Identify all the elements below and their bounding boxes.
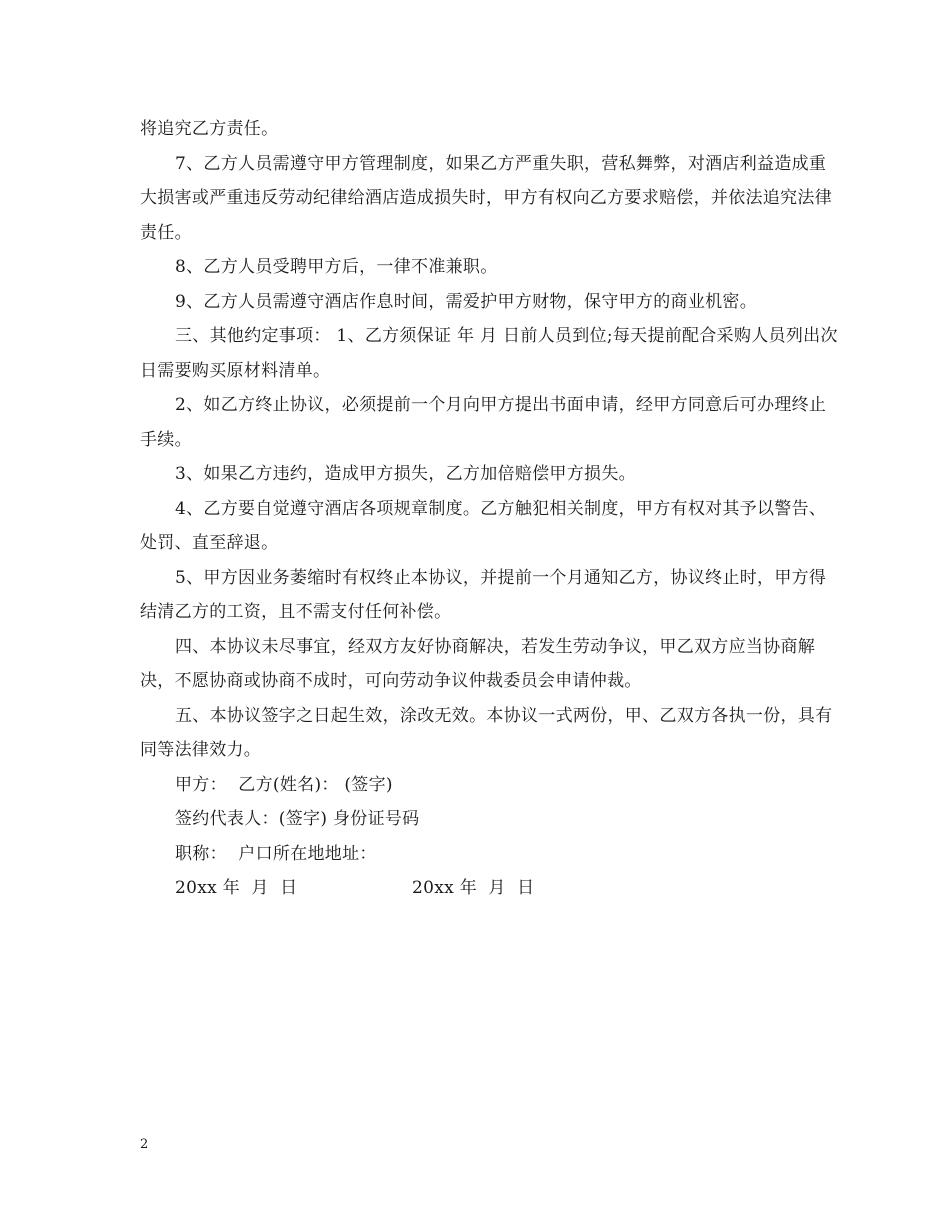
document-body [140,112,840,906]
paragraph-section-3: 三、其他约定事项： 1、乙方须保证 年 月 日前人员到位;每天提前配合采购人员列出次日需要购买原材料清单。 [140,326,838,381]
paragraph-continuation: 将追究乙方责任。 [140,119,279,139]
signature-party-line: 甲方： 乙方(姓名)： (签字) [175,774,393,795]
paragraph-section-3-item-3: 3、如果乙方违约，造成甲方损失，乙方加倍赔偿甲方损失。 [175,464,636,484]
date-row [140,871,840,906]
paragraph-section-3-item-4: 4、乙方要自觉遵守酒店各项规章制度。乙方触犯相关制度，甲方有权对其予以警告、处罚、直至辞退。 [140,498,827,553]
paragraph-clause-7: 7、乙方人员需遵守甲方管理制度，如果乙方严重失职，营私舞弊，对酒店利益造成重大损害或严重违反劳动纪律给酒店造成损失时，甲方有权向乙方要求赔偿，并依法追究法律责任。 [140,153,832,243]
signature-representative-line: 签约代表人：(签字) 身份证号码 [175,809,420,829]
paragraph-section-5: 五、本协议签字之日起生效，涂改无效。本协议一式两份，甲、乙双方各执一份，具有同等法律效力。 [140,705,833,760]
paragraph-clause-8: 8、乙方人员受聘甲方后，一律不准兼职。 [175,257,498,277]
signature-title-line: 职称： 户口所在地地址： [175,843,377,864]
paragraph-section-4: 四、本协议未尽事宜，经双方友好协商解决，若发生劳动争议，甲乙双方应当协商解决，不愿协商或协商不成时，可向劳动争议仲裁委员会申请仲裁。 [140,636,816,691]
paragraph-section-3-item-5: 5、甲方因业务萎缩时有权终止本协议，并提前一个月通知乙方，协议终止时，甲方得结清乙方的工资，且不需支付任何补偿。 [140,567,827,622]
paragraph-clause-9: 9、乙方人员需遵守酒店作息时间，需爱护甲方财物，保守甲方的商业机密。 [175,291,758,312]
page-number: 2 [140,1137,149,1152]
date-party-b: 20xx 年 月 日 [412,878,535,898]
paragraph-section-3-item-2: 2、如乙方终止协议，必须提前一个月向甲方提出书面申请，经甲方同意后可办理终止手续。 [140,395,827,450]
date-party-a: 20xx 年 月 日 [175,878,298,898]
